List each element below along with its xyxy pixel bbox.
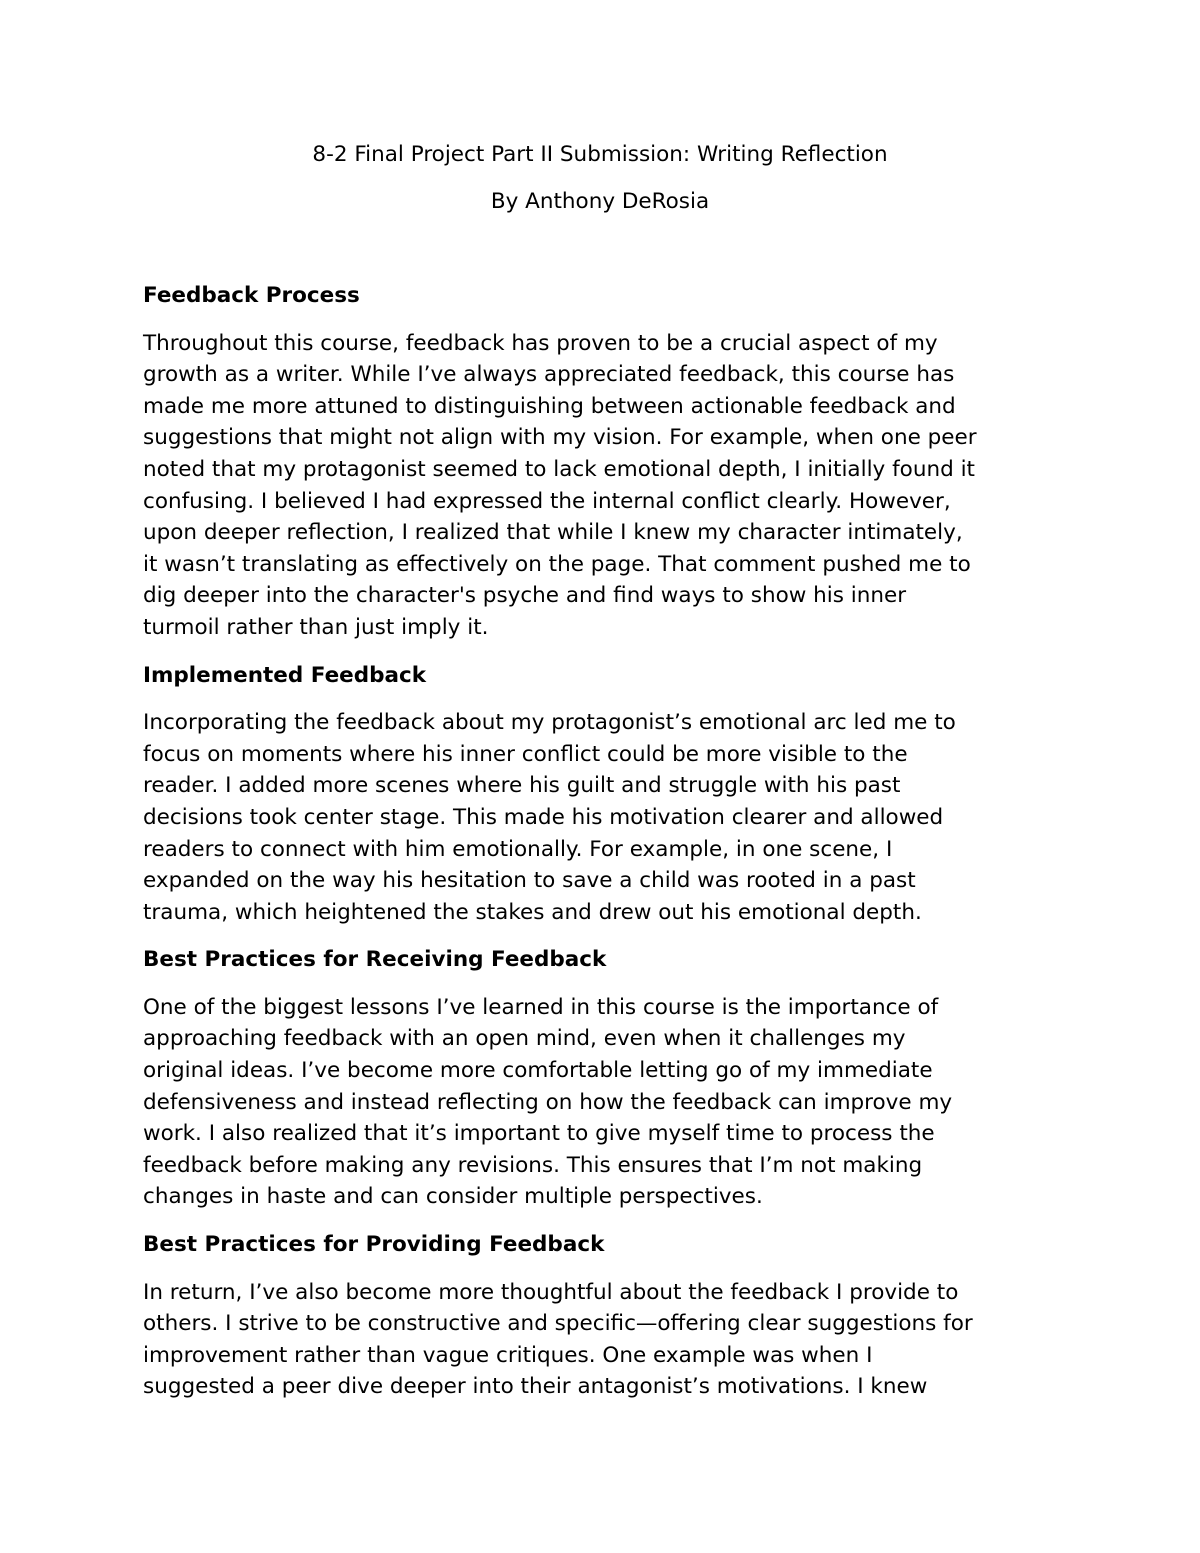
text-line: changes in haste and can consider multiple perspectives.: [143, 1184, 763, 1210]
section-heading-implemented-feedback: Implemented Feedback: [143, 662, 427, 688]
text-line: One of the biggest lessons I’ve learned in this course is the importance of: [143, 994, 939, 1020]
text-line: reader. I added more scenes where his guilt and struggle with his past: [143, 773, 901, 799]
text-line: others. I strive to be constructive and specific—offering clear suggestions for: [143, 1311, 973, 1337]
text-line: feedback before making any revisions. This ensures that I’m not making: [143, 1152, 923, 1178]
text-line: Incorporating the feedback about my protagonist’s emotional arc led me to: [143, 710, 956, 736]
section-heading-providing-feedback: Best Practices for Providing Feedback: [143, 1232, 605, 1258]
paragraph-receiving-feedback: [143, 992, 1143, 1213]
text-line: readers to connect with him emotionally. For example, in one scene, I: [143, 836, 893, 862]
document-byline: By Anthony DeRosia: [490, 189, 710, 214]
text-line: suggestions that might not align with my vision. For example, when one peer: [143, 425, 977, 451]
document-title: 8-2 Final Project Part II Submission: Writing Reflection: [312, 142, 888, 167]
text-line: In return, I’ve also become more thoughtful about the feedback I provide to: [143, 1279, 959, 1305]
paragraph-feedback-process: [143, 328, 1143, 644]
text-line: suggested a peer dive deeper into their antagonist’s motivations. I knew: [143, 1374, 928, 1400]
text-line: original ideas. I’ve become more comfortable letting go of my immediate: [143, 1058, 933, 1084]
paragraph-implemented-feedback: [143, 707, 1143, 928]
section-heading-receiving-feedback: Best Practices for Receiving Feedback: [143, 947, 607, 973]
text-line: defensiveness and instead reflecting on how the feedback can improve my: [143, 1089, 953, 1115]
document-body: [143, 280, 1143, 1419]
text-line: approaching feedback with an open mind, even when it challenges my: [143, 1026, 906, 1052]
text-line: it wasn’t translating as effectively on the page. That comment pushed me to: [143, 551, 971, 577]
text-line: focus on moments where his inner conflict could be more visible to the: [143, 741, 908, 767]
text-line: improvement rather than vague critiques. One example was when I: [143, 1342, 873, 1368]
text-line: upon deeper reflection, I realized that while I knew my character intimately,: [143, 520, 963, 546]
text-line: trauma, which heightened the stakes and drew out his emotional depth.: [143, 899, 922, 925]
text-line: confusing. I believed I had expressed the internal conflict clearly. However,: [143, 488, 951, 514]
section-heading-feedback-process: Feedback Process: [143, 283, 360, 308]
text-line: Throughout this course, feedback has proven to be a crucial aspect of my: [143, 330, 938, 356]
text-line: turmoil rather than just imply it.: [143, 614, 489, 640]
paragraph-providing-feedback: [143, 1277, 1143, 1403]
text-line: growth as a writer. While I’ve always appreciated feedback, this course has: [143, 362, 955, 388]
text-line: dig deeper into the character's psyche and find ways to show his inner: [143, 583, 907, 609]
text-line: expanded on the way his hesitation to save a child was rooted in a past: [143, 868, 916, 894]
text-line: work. I also realized that it’s important to give myself time to process the: [143, 1121, 935, 1147]
text-line: made me more attuned to distinguishing between actionable feedback and: [143, 393, 956, 419]
text-line: noted that my protagonist seemed to lack emotional depth, I initially found it: [143, 456, 975, 482]
text-line: decisions took center stage. This made his motivation clearer and allowed: [143, 804, 944, 830]
